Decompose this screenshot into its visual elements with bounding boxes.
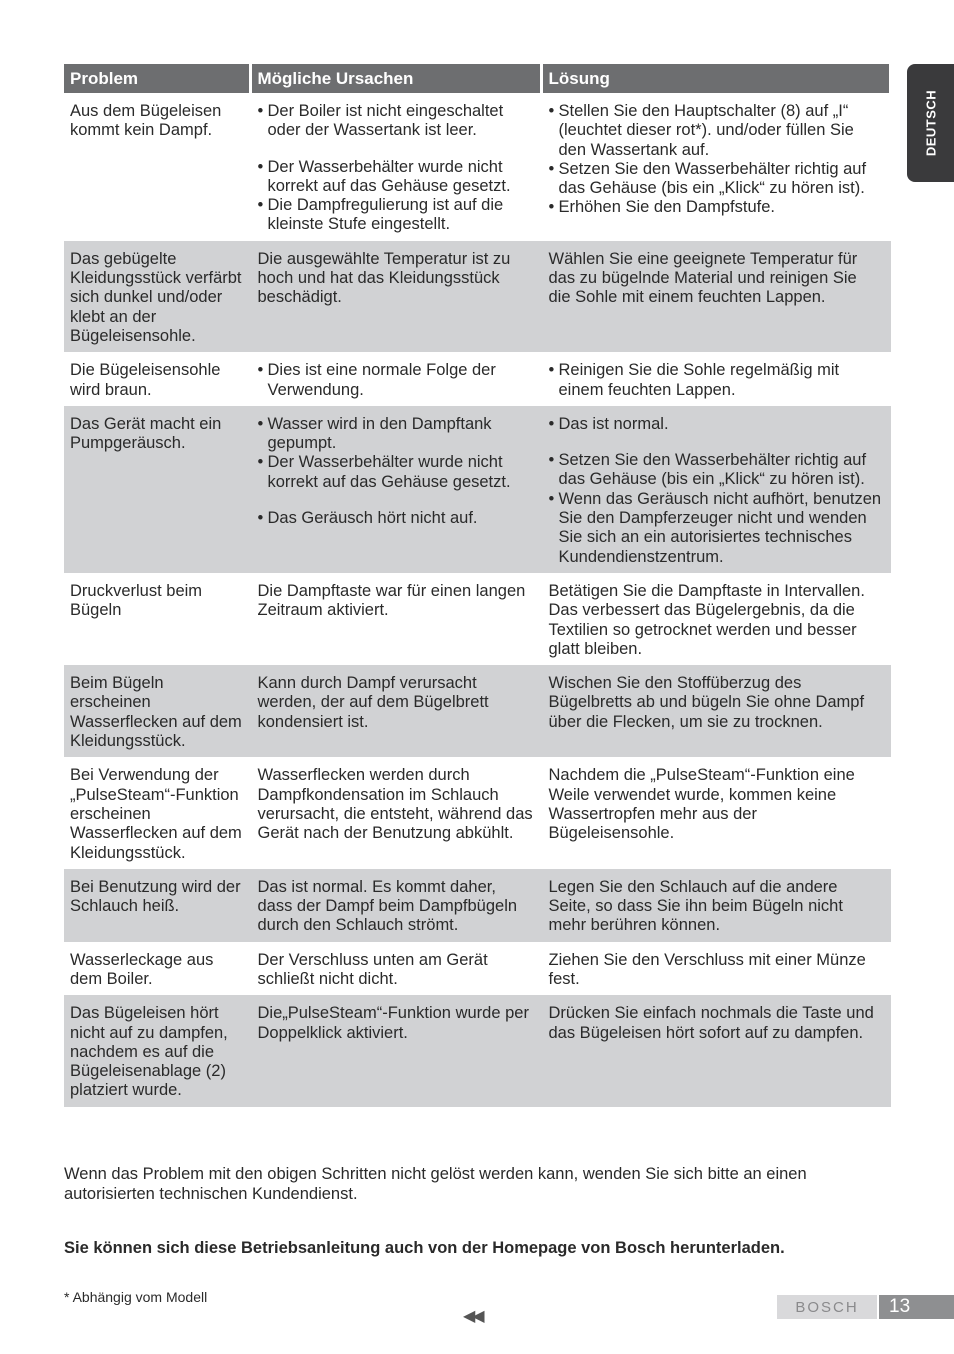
problem-cell: Druckverlust beim Bügeln — [70, 581, 203, 620]
causes-cell — [250, 406, 541, 573]
problem-cell: Das Bügeleisen hört nicht auf zu dampfen, nachdem es auf die Bügeleisenablage (2) platziert wurde. — [64, 995, 250, 1106]
cause-item: • Die Dampfregulierung ist auf die kleinste Stufe eingestellt. — [258, 196, 534, 235]
table-row — [64, 93, 889, 241]
brand-label: BOSCH — [777, 1295, 877, 1319]
table-row — [64, 757, 889, 868]
table-row — [64, 869, 889, 942]
problem-cell: Das Gerät macht ein Pumpgeräusch. — [64, 406, 250, 573]
table-row — [64, 406, 889, 573]
solution-cell: Wischen Sie den Stoffüberzug des Bügelbretts ab und bügeln Sie ohne Dampf über die Flecken, um sie zu trocknen. — [541, 665, 889, 757]
solution-cell: Ziehen Sie den Verschluss mit einer Münze fest. — [548, 950, 866, 988]
solution-cell: Legen Sie den Schlauch auf die andere Seite, so dass Sie ihn beim Bügeln nicht mehr berühren können. — [541, 869, 889, 942]
cause-cell: Die Dampftaste war für einen langen Zeitraum aktiviert. — [257, 581, 526, 620]
cause-cell: Die„PulseSteam“-Funktion wurde per Doppelklick aktiviert. — [250, 995, 541, 1106]
problem-cell: Das gebügelte Kleidungsstück verfärbt sich dunkel und/oder klebt an der Bügeleisensohle. — [64, 241, 250, 352]
page-number: 13 — [879, 1295, 954, 1319]
problem-cell: Bei Benutzung wird der Schlauch heiß. — [64, 869, 250, 942]
problem-cell: Wasserleckage aus dem Boiler. — [70, 950, 214, 988]
solution-item: • Erhöhen Sie den Dampfstufe. — [549, 198, 882, 217]
causes-cell — [250, 352, 541, 406]
table-row — [64, 665, 889, 757]
cause-item: • Dies ist eine normale Folge der Verwendung. — [258, 361, 534, 400]
solution-cell: Betätigen Sie die Dampftaste in Intervallen. Das verbessert das Bügelergebnis, da die Textilien so getrocknet werden und besser glatt bleiben. — [548, 581, 865, 658]
cause-cell: Die ausgewählte Temperatur ist zu hoch und hat das Kleidungsstück beschädigt. — [250, 241, 541, 352]
header-causes: Mögliche Ursachen — [250, 64, 541, 93]
header-problem: Problem — [64, 64, 250, 93]
table-header-row — [64, 64, 889, 93]
solution-cell — [541, 352, 889, 406]
table-row — [64, 995, 889, 1106]
troubleshooting-table — [64, 64, 891, 1107]
solution-cell — [541, 406, 889, 573]
language-tab-label: DEUTSCH — [923, 89, 938, 157]
back-arrow-icon[interactable]: ◀◀ — [463, 1308, 482, 1325]
cause-item: • Das Geräusch hört nicht auf. — [258, 509, 534, 528]
solution-item: • Reinigen Sie die Sohle regelmäßig mit einem feuchten Lappen. — [549, 361, 882, 400]
table-row — [64, 573, 889, 665]
table-row — [64, 942, 889, 996]
cause-item: • Der Wasserbehälter wurde nicht korrekt auf das Gehäuse gesetzt. — [258, 158, 534, 197]
cause-cell: Wasserflecken werden durch Dampfkondensation im Schlauch verursacht, die entsteht, während das Gerät nach der Benutzung abkühlt. — [257, 766, 533, 843]
cause-cell: Das ist normal. Es kommt daher, dass der Dampf beim Dampfbügeln durch den Schlauch strömt. — [250, 869, 541, 942]
cause-item: • Wasser wird in den Dampftank gepumpt. — [258, 415, 534, 454]
table-row — [64, 241, 889, 352]
cause-cell: Der Verschluss unten am Gerät schließt nicht dicht. — [257, 950, 488, 988]
problem-cell: Beim Bügeln erscheinen Wasserflecken auf dem Kleidungsstück. — [64, 665, 250, 757]
cause-cell: Kann durch Dampf verursacht werden, der auf dem Bügelbrett kondensiert ist. — [250, 665, 541, 757]
solution-item: • Wenn das Geräusch nicht aufhört, benutzen Sie den Dampferzeuger nicht und wenden Sie sich an ein autorisiertes technisches Kundendienstzentrum. — [549, 490, 882, 567]
download-manual-note: Sie können sich diese Betriebsanleitung auch von der Homepage von Bosch herunterladen. — [64, 1239, 785, 1257]
solution-item: • Setzen Sie den Wasserbehälter richtig auf das Gehäuse (bis ein „Klick“ zu hören ist). — [549, 160, 882, 199]
cause-item: • Der Wasserbehälter wurde nicht korrekt auf das Gehäuse gesetzt. — [258, 453, 534, 492]
header-solution: Lösung — [541, 64, 889, 93]
table-row — [64, 352, 889, 406]
solution-cell: Wählen Sie eine geeignete Temperatur für das zu bügelnde Material und reinigen Sie die Sohle mit einem feuchten Lappen. — [541, 241, 889, 352]
model-footnote: * Abhängig vom Modell — [64, 1289, 208, 1305]
solution-item: • Setzen Sie den Wasserbehälter richtig auf das Gehäuse (bis ein „Klick“ zu hören ist). — [549, 451, 882, 490]
solution-cell: Nachdem die „PulseSteam“-Funktion eine Weile verwendet wurde, kommen keine Wassertropfen mehr aus der Bügeleisensohle. — [548, 766, 855, 843]
solution-item: • Stellen Sie den Hauptschalter (8) auf „I“ (leuchtet dieser rot*). und/oder füllen Sie den Wassertank auf. — [549, 102, 882, 160]
contact-service-note: Wenn das Problem mit den obigen Schritten nicht gelöst werden kann, wenden Sie sich bitte an einen autorisierten technischen Kundendienst. — [64, 1165, 807, 1203]
solution-cell — [541, 93, 889, 241]
cause-item: • Der Boiler ist nicht eingeschaltet oder der Wassertank ist leer. — [258, 102, 534, 141]
problem-cell: Aus dem Bügeleisen kommt kein Dampf. — [70, 102, 222, 140]
solution-cell: Drücken Sie einfach nochmals die Taste und das Bügeleisen hört sofort auf zu dampfen. — [541, 995, 889, 1106]
causes-cell — [250, 93, 541, 241]
solution-item: • Das ist normal. — [549, 415, 882, 434]
language-tab — [907, 64, 954, 182]
problem-cell: Die Bügeleisensohle wird braun. — [70, 361, 221, 399]
problem-cell: Bei Verwendung der „PulseSteam“-Funktion erscheinen Wasserflecken auf dem Kleidungsstück. — [70, 766, 242, 862]
